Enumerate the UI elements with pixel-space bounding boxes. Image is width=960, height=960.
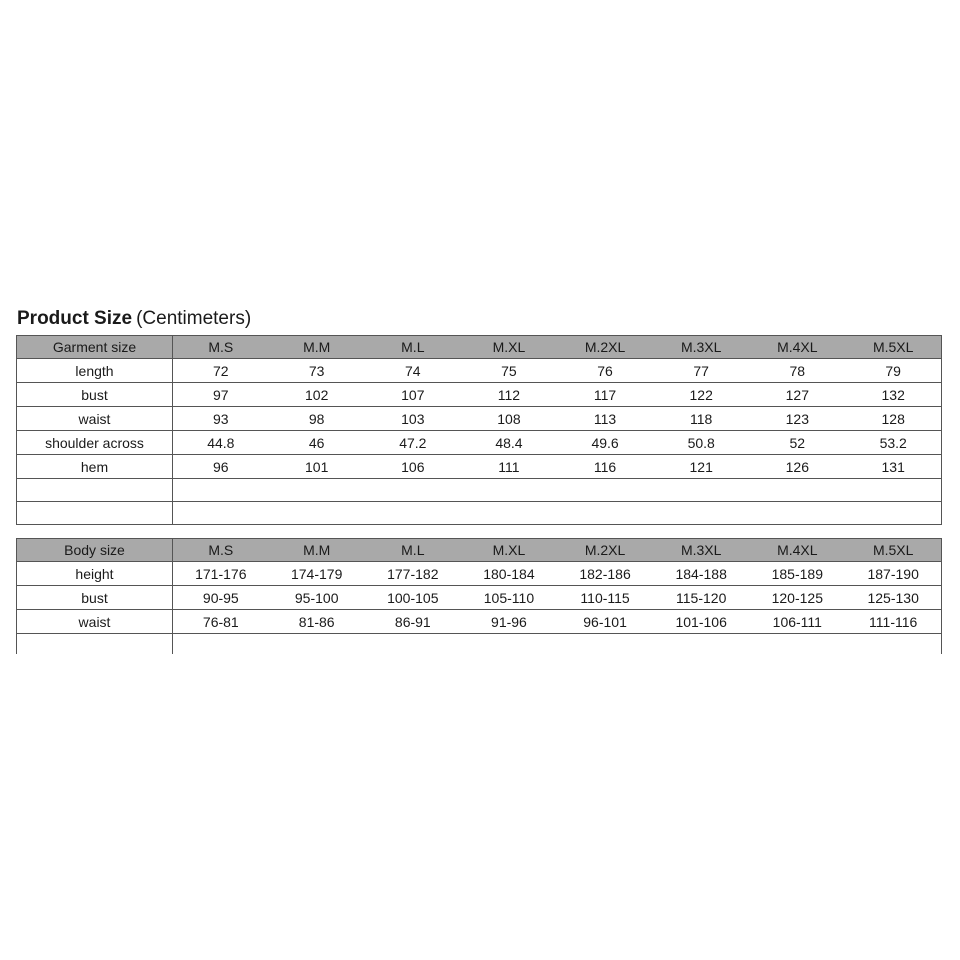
table-cell: 86-91 [365, 610, 461, 634]
table-cell: 47.2 [365, 431, 461, 455]
empty-cell [17, 479, 173, 502]
table-cell: 76 [557, 359, 653, 383]
table-cell: 118 [653, 407, 749, 431]
table-cell: 110-115 [557, 586, 653, 610]
table-row [17, 455, 942, 479]
table-cell: 75 [461, 359, 557, 383]
table-row [17, 586, 942, 610]
page-title [17, 308, 251, 330]
table-cell: 117 [557, 383, 653, 407]
table-cell: 95-100 [269, 586, 365, 610]
title-main: Product Size [17, 308, 133, 329]
table-cell: 78 [749, 359, 845, 383]
empty-cell [173, 502, 942, 525]
table-cell: 97 [173, 383, 269, 407]
table-cell: 72 [173, 359, 269, 383]
table-cell: 91-96 [461, 610, 557, 634]
row-label: bust [17, 383, 173, 407]
table-cell: 103 [365, 407, 461, 431]
header-cell: M.S [173, 336, 269, 359]
header-cell: Body size [17, 539, 173, 562]
table-cell: 102 [269, 383, 365, 407]
title-unit: (Centimeters) [136, 308, 252, 329]
table-cell: 100-105 [365, 586, 461, 610]
row-label: hem [17, 455, 173, 479]
table-cell: 74 [365, 359, 461, 383]
table-cell: 128 [845, 407, 941, 431]
body-size-table [16, 538, 942, 654]
table-cell: 121 [653, 455, 749, 479]
header-cell: M.2XL [557, 539, 653, 562]
empty-row [17, 502, 942, 525]
table-row [17, 407, 942, 431]
table-cell: 49.6 [557, 431, 653, 455]
table-cell: 90-95 [173, 586, 269, 610]
table-cell: 108 [461, 407, 557, 431]
table-cell: 112 [461, 383, 557, 407]
header-cell: M.XL [461, 539, 557, 562]
table-cell: 93 [173, 407, 269, 431]
empty-cell [173, 634, 942, 655]
table-cell: 81-86 [269, 610, 365, 634]
table-cell: 111 [461, 455, 557, 479]
empty-row [17, 634, 942, 655]
table-cell: 122 [653, 383, 749, 407]
table-row [17, 383, 942, 407]
table-row [17, 610, 942, 634]
header-cell: M.4XL [749, 336, 845, 359]
table-cell: 187-190 [845, 562, 941, 586]
row-label: length [17, 359, 173, 383]
header-cell: M.M [269, 539, 365, 562]
table-cell: 46 [269, 431, 365, 455]
table-cell: 174-179 [269, 562, 365, 586]
empty-row [17, 479, 942, 502]
table-cell: 52 [749, 431, 845, 455]
table-cell: 73 [269, 359, 365, 383]
row-label: waist [17, 610, 173, 634]
row-label: bust [17, 586, 173, 610]
table-cell: 44.8 [173, 431, 269, 455]
header-cell: M.M [269, 336, 365, 359]
table-cell: 120-125 [749, 586, 845, 610]
header-cell: M.4XL [749, 539, 845, 562]
table-row [17, 562, 942, 586]
header-cell: M.S [173, 539, 269, 562]
row-label: shoulder across [17, 431, 173, 455]
table-cell: 96-101 [557, 610, 653, 634]
empty-cell [17, 502, 173, 525]
table-cell: 48.4 [461, 431, 557, 455]
table-cell: 98 [269, 407, 365, 431]
table-cell: 177-182 [365, 562, 461, 586]
table-row [17, 359, 942, 383]
table-cell: 185-189 [749, 562, 845, 586]
table-cell: 53.2 [845, 431, 941, 455]
header-cell: M.3XL [653, 539, 749, 562]
table-cell: 131 [845, 455, 941, 479]
table-cell: 107 [365, 383, 461, 407]
table-cell: 101-106 [653, 610, 749, 634]
table-cell: 79 [845, 359, 941, 383]
table-cell: 77 [653, 359, 749, 383]
table-cell: 105-110 [461, 586, 557, 610]
table-cell: 132 [845, 383, 941, 407]
body-header-row [17, 539, 942, 562]
table-cell: 116 [557, 455, 653, 479]
garment-size-table [16, 335, 942, 525]
table-cell: 76-81 [173, 610, 269, 634]
table-cell: 182-186 [557, 562, 653, 586]
empty-cell [173, 479, 942, 502]
table-cell: 106 [365, 455, 461, 479]
header-cell: M.L [365, 539, 461, 562]
table-cell: 125-130 [845, 586, 941, 610]
table-cell: 123 [749, 407, 845, 431]
table-cell: 111-116 [845, 610, 941, 634]
table-cell: 96 [173, 455, 269, 479]
header-cell: M.2XL [557, 336, 653, 359]
header-cell: M.L [365, 336, 461, 359]
row-label: waist [17, 407, 173, 431]
garment-header-row [17, 336, 942, 359]
header-cell: Garment size [17, 336, 173, 359]
table-cell: 184-188 [653, 562, 749, 586]
table-cell: 106-111 [749, 610, 845, 634]
table-cell: 180-184 [461, 562, 557, 586]
header-cell: M.5XL [845, 336, 941, 359]
table-cell: 113 [557, 407, 653, 431]
header-cell: M.5XL [845, 539, 941, 562]
row-label: height [17, 562, 173, 586]
table-cell: 127 [749, 383, 845, 407]
table-cell: 126 [749, 455, 845, 479]
table-cell: 50.8 [653, 431, 749, 455]
table-row [17, 431, 942, 455]
table-cell: 115-120 [653, 586, 749, 610]
header-cell: M.XL [461, 336, 557, 359]
table-cell: 101 [269, 455, 365, 479]
empty-cell [17, 634, 173, 655]
table-cell: 171-176 [173, 562, 269, 586]
header-cell: M.3XL [653, 336, 749, 359]
